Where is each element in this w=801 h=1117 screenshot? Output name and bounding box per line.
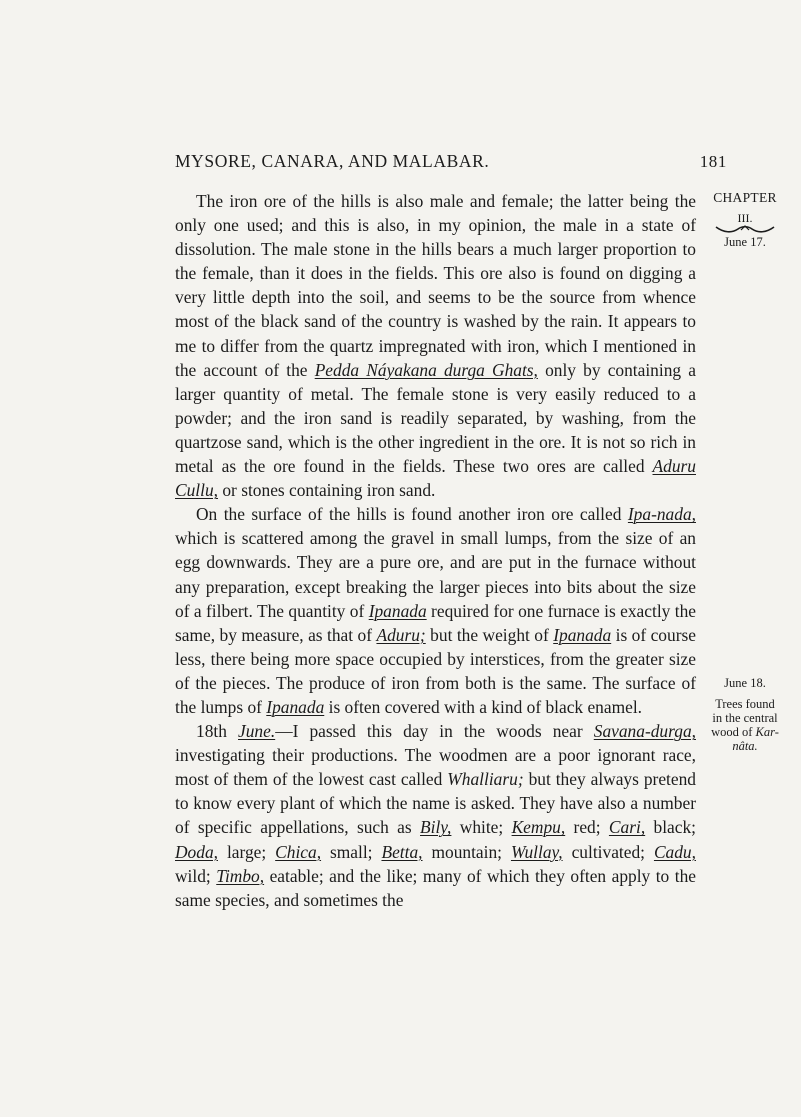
italic-term: Bily, [420,817,452,838]
paragraph-ipanada [175,502,696,719]
italic-term: Ipanada [368,600,427,621]
paragraph-june-18 [175,719,696,912]
page-number: 181 [699,152,727,171]
text-run: or stones containing iron sand. [218,480,436,501]
text-run: 18th [196,721,238,742]
text-run: The iron ore of the hills is also male and female; the latter being the only one used; and this is also, in my opinion, the male in a state of dissolution. The male stone in the hills bears a much larger proportion to the female, than it does in the fields. This ore also is found on digging a very little depth into the soil, and seems to be the source from whence most of the black sand of the country is washed by the rain. It appears to me to differ from the quartz impregnated with iron, which I mentioned in the account of the [175,191,696,380]
italic-term: June. [238,721,276,742]
italic-term: Savana-durga, [593,721,696,742]
text-run: is often covered with a kind of black enamel. [324,696,643,717]
italic-term: Timbo, [216,865,265,886]
text-run: but they always pretend to know every plant of which the name is asked. They have also a number of specific appellations, such as [175,769,696,838]
chapter-label: CHAPTER [713,190,777,205]
body-text [175,189,696,912]
italic-term: Wullay, [510,841,563,862]
sidenote-place-name: nâta. [732,739,758,753]
text-run: On the surface of the hills is found another iron ore called [196,504,628,525]
running-title: MYSORE, CANARA, AND MALABAR. [175,151,490,171]
italic-term: Ipanada [553,624,612,645]
italic-term: Whalliaru; [447,769,524,790]
text-run: small; [321,841,382,862]
paragraph-iron-ore [175,189,696,502]
italic-term: Kempu, [511,817,566,838]
text-run: eatable; and the like; many of which they often apply to the same species, and sometimes the [175,865,696,910]
italic-term: Pedda Náyakana durga Ghats, [314,359,538,380]
text-run: only by containing a larger quantity of metal. The female stone is very easily reduced to a powder; and the iron sand is readily separated, by washing, from the quartzose sand, which is the other ingredient in the ore. It is not so rich in metal as the ore found in the fields. These two ores are called [175,359,696,477]
sidenote-line: in the central [712,711,778,725]
text-run: is of course less, there being more space occupied by interstices, from the greater size of the pieces. The produce of iron from both is the same. The surface of the lumps of [175,624,696,717]
italic-term: Cadu, [653,841,696,862]
text-run: but the weight of [425,624,554,645]
margin-notes [707,189,783,753]
sidenote-text: wood of [711,725,756,739]
text-run: large; [218,841,276,862]
italic-term: Betta, [381,841,423,862]
italic-term: Chica, [275,841,322,862]
flourish-ornament-icon [714,224,776,234]
text-run: required for one furnace is exactly the same, by measure, as that of [175,600,696,645]
text-run: investigating their productions. The woodmen are a poor ignorant race, most of them of the lowest cast called [175,745,696,790]
italic-term: Cari, [608,817,646,838]
italic-term: Ipanada [266,696,325,717]
running-head [175,151,727,175]
margin-date-june-18: June 18. [724,676,766,690]
italic-term: Ipa-nada, [627,504,696,525]
margin-date-june-17: June 17. [724,235,766,249]
sidenote-line [707,725,783,739]
text-run: mountain; [422,841,511,862]
chapter-number: III. [737,211,753,225]
italic-term: Doda, [175,841,218,862]
text-run: cultivated; [562,841,654,862]
text-run: black; [645,817,697,838]
sidenote-place-name: Kar- [755,725,779,739]
text-run: —I passed this day in the woods near [275,721,594,742]
sidenote-trees-found [707,697,783,753]
text-run: white; [451,817,512,838]
italic-term: Aduru Cullu, [175,456,696,501]
text-run: red; [565,817,609,838]
italic-term: Aduru; [376,624,426,645]
text-run: which is scattered among the gravel in small lumps, from the size of an egg downwards. They are a pure ore, and are put in the furnace without any preparation, except breaking the larger pieces into bits about the size of a filbert. The quantity of [175,528,696,621]
sidenote-line: Trees found [715,697,775,711]
text-run: wild; [175,865,217,886]
